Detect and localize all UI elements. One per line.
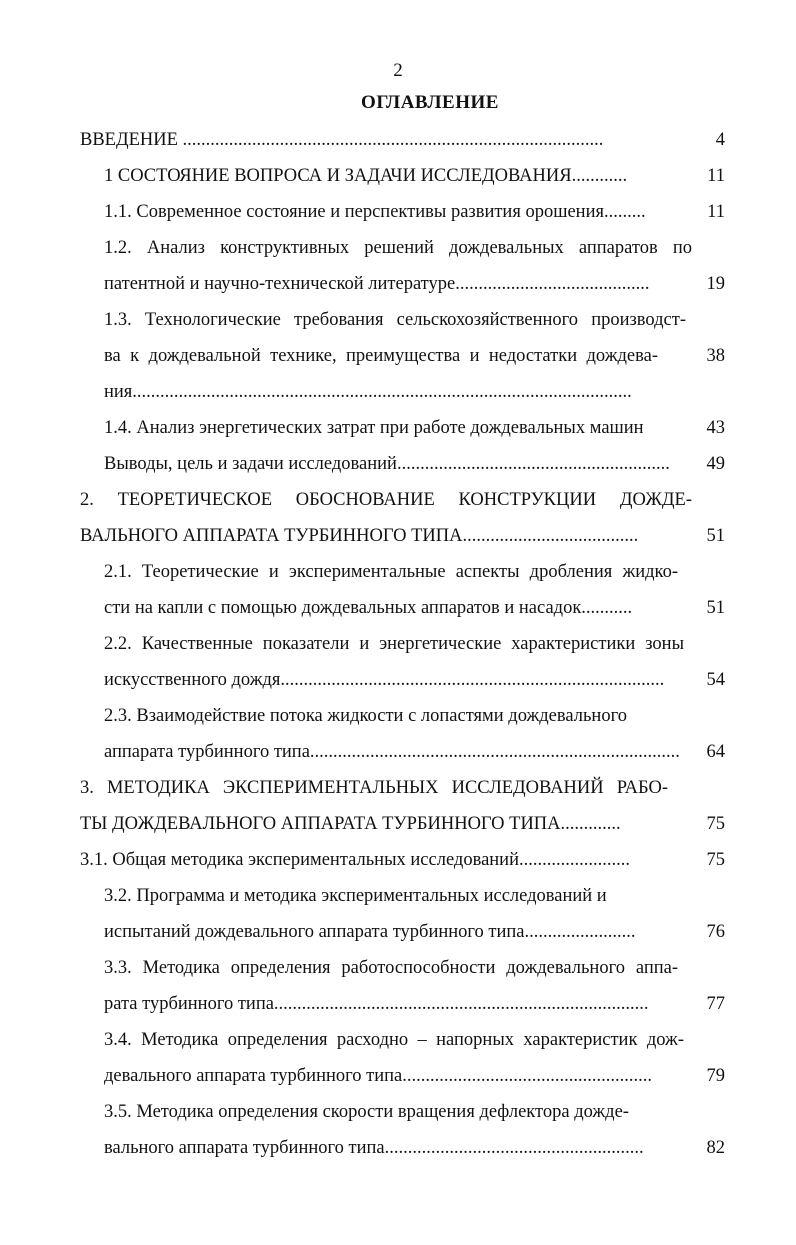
toc-page-number: 79 bbox=[706, 1066, 725, 1086]
toc-entry-1-3-cont[interactable]: ния............................................................................................................ bbox=[104, 382, 632, 402]
toc-entry-2-2-cont[interactable]: искусственного дождя................................................................................... bbox=[104, 670, 665, 690]
toc-page-number: 54 bbox=[706, 670, 725, 690]
toc-entry-2-1-cont[interactable]: сти на капли с помощью дождевальных аппаратов и насадок........... bbox=[104, 598, 633, 618]
toc-entry-3-4-cont[interactable]: девального аппарата турбинного типа...................................................... bbox=[104, 1066, 652, 1086]
toc-title: ОГЛАВЛЕНИЕ bbox=[361, 92, 499, 113]
toc-page-number: 76 bbox=[706, 922, 725, 942]
toc-entry-1-2-cont[interactable]: патентной и научно-технической литературе.......................................... bbox=[104, 274, 650, 294]
toc-entry-chapter-2-cont[interactable]: ВАЛЬНОГО АППАРАТА ТУРБИННОГО ТИПА...................................... bbox=[80, 526, 639, 546]
toc-page-number: 11 bbox=[707, 166, 725, 186]
toc-entry-3-1[interactable]: 3.1. Общая методика экспериментальных исследований........................ bbox=[80, 850, 630, 870]
toc-entry-3-5-cont[interactable]: вального аппарата турбинного типа........................................................ bbox=[104, 1138, 644, 1158]
toc-entry-chapter-2[interactable]: 2. ТЕОРЕТИЧЕСКОЕ ОБОСНОВАНИЕ КОНСТРУКЦИИ ДОЖДЕ- bbox=[80, 490, 692, 510]
toc-page-number: 43 bbox=[706, 418, 725, 438]
toc-entry-1-3[interactable]: 1.3. Технологические требования сельскохозяйственного производст- bbox=[104, 310, 686, 330]
toc-entry-chapter-3-cont[interactable]: ТЫ ДОЖДЕВАЛЬНОГО АППАРАТА ТУРБИННОГО ТИПА............. bbox=[80, 814, 621, 834]
toc-page-number: 38 bbox=[706, 346, 725, 366]
toc-page-number: 51 bbox=[706, 526, 725, 546]
toc-entry-2-3[interactable]: 2.3. Взаимодействие потока жидкости с лопастями дождевального bbox=[104, 706, 627, 726]
toc-entry-chapter-3[interactable]: 3. МЕТОДИКА ЭКСПЕРИМЕНТАЛЬНЫХ ИССЛЕДОВАНИЙ РАБО- bbox=[80, 778, 668, 798]
toc-page-number: 19 bbox=[706, 274, 725, 294]
toc-entry-3-3[interactable]: 3.3. Методика определения работоспособности дождевального аппа- bbox=[104, 958, 678, 978]
toc-page-number: 49 bbox=[706, 454, 725, 474]
toc-entry-1-1[interactable]: 1.1. Современное состояние и перспективы развития орошения......... bbox=[104, 202, 646, 222]
page-number: 2 bbox=[393, 60, 403, 81]
toc-page-number: 4 bbox=[715, 130, 725, 150]
toc-entry-3-5[interactable]: 3.5. Методика определения скорости вращения дефлектора дожде- bbox=[104, 1102, 629, 1122]
toc-entry-3-2-cont[interactable]: испытаний дождевального аппарата турбинного типа........................ bbox=[104, 922, 636, 942]
toc-entry-1-3-cont[interactable]: ва к дождевальной технике, преимущества и недостатки дождева- bbox=[104, 346, 658, 366]
toc-page-number: 75 bbox=[706, 814, 725, 834]
toc-page-number: 51 bbox=[706, 598, 725, 618]
toc-entry-chapter-1[interactable]: 1 СОСТОЯНИЕ ВОПРОСА И ЗАДАЧИ ИССЛЕДОВАНИЯ............ bbox=[104, 166, 628, 186]
toc-entry-intro[interactable]: ВВЕДЕНИЕ ........................................................................................... bbox=[80, 130, 604, 150]
toc-entry-3-2[interactable]: 3.2. Программа и методика экспериментальных исследований и bbox=[104, 886, 607, 906]
toc-entry-2-1[interactable]: 2.1. Теоретические и экспериментальные аспекты дробления жидко- bbox=[104, 562, 678, 582]
toc-entry-3-4[interactable]: 3.4. Методика определения расходно – напорных характеристик дож- bbox=[104, 1030, 684, 1050]
toc-entry-2-3-cont[interactable]: аппарата турбинного типа................................................................................ bbox=[104, 742, 680, 762]
toc-page-number: 75 bbox=[706, 850, 725, 870]
toc-entry-1-4[interactable]: 1.4. Анализ энергетических затрат при работе дождевальных машин bbox=[104, 418, 644, 438]
toc-entry-conclusions[interactable]: Выводы, цель и задачи исследований........................................................... bbox=[104, 454, 670, 474]
toc-page-number: 64 bbox=[706, 742, 725, 762]
toc-entry-3-3-cont[interactable]: рата турбинного типа................................................................................. bbox=[104, 994, 649, 1014]
toc-page-number: 82 bbox=[706, 1138, 725, 1158]
toc-entry-2-2[interactable]: 2.2. Качественные показатели и энергетические характеристики зоны bbox=[104, 634, 684, 654]
toc-page-number: 11 bbox=[707, 202, 725, 222]
toc-page-number: 77 bbox=[706, 994, 725, 1014]
toc-entry-1-2[interactable]: 1.2. Анализ конструктивных решений дождевальных аппаратов по bbox=[104, 238, 692, 258]
